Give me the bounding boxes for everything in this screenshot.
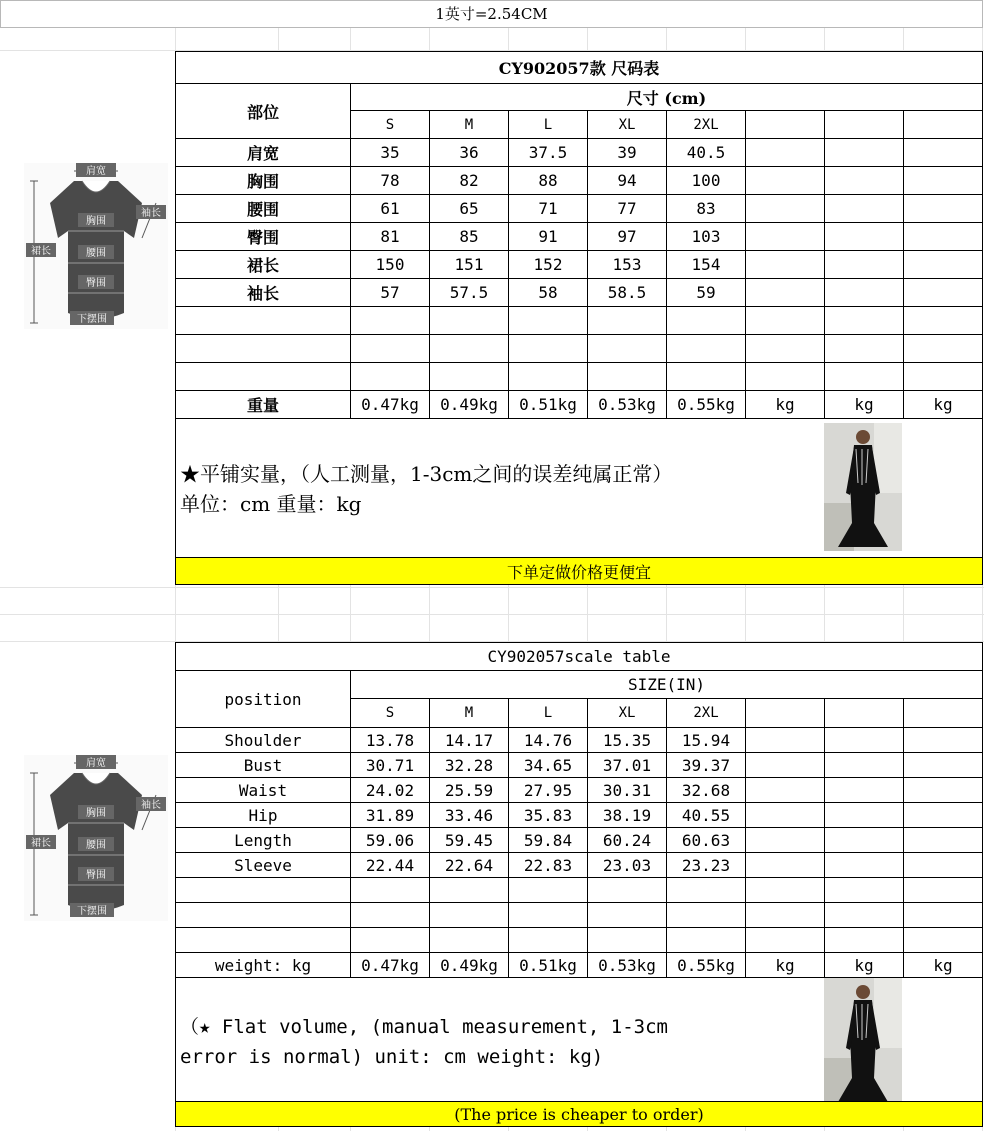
cell-value: 154 bbox=[667, 251, 746, 279]
cell-value: 13.78 bbox=[351, 728, 430, 753]
garment-diagram-cn bbox=[24, 163, 168, 329]
promo-banner: 下单定做价格更便宜 bbox=[176, 558, 983, 585]
note-line: （★ Flat volume, (manual measurement, 1-3cm bbox=[180, 1016, 668, 1038]
cell-value: 22.83 bbox=[509, 853, 588, 878]
position-header: position bbox=[176, 671, 351, 728]
weight-row bbox=[176, 953, 983, 978]
cell-value: 30.71 bbox=[351, 753, 430, 778]
diagram-label-shoulder: 肩宽 bbox=[86, 166, 106, 177]
cell-value: 152 bbox=[509, 251, 588, 279]
cell-value: 22.64 bbox=[430, 853, 509, 878]
weight-value: 0.49kg bbox=[430, 391, 509, 419]
cell-value: 31.89 bbox=[351, 803, 430, 828]
row-label: Hip bbox=[176, 803, 351, 828]
empty-row bbox=[176, 307, 983, 335]
row-label: 肩宽 bbox=[176, 139, 351, 167]
cell-value: 23.03 bbox=[588, 853, 667, 878]
weight-value: kg bbox=[904, 953, 983, 978]
cell-value: 82 bbox=[430, 167, 509, 195]
weight-value: 0.55kg bbox=[667, 391, 746, 419]
cell-value: 57 bbox=[351, 279, 430, 307]
weight-value: 0.51kg bbox=[509, 953, 588, 978]
size-header: L bbox=[509, 111, 588, 139]
diagram-label-sleeve: 袖长 bbox=[141, 208, 161, 219]
cell-value: 59.06 bbox=[351, 828, 430, 853]
table-row bbox=[176, 778, 983, 803]
cell-value: 85 bbox=[430, 223, 509, 251]
product-photo bbox=[824, 423, 902, 551]
table-row bbox=[176, 195, 983, 223]
weight-value: kg bbox=[825, 953, 904, 978]
diagram-label-length: 裙长 bbox=[31, 246, 51, 257]
diagram-label-bust: 胸围 bbox=[86, 808, 106, 819]
cell-value: 88 bbox=[509, 167, 588, 195]
measurement-note bbox=[180, 1012, 668, 1072]
note-line: error is normal) unit: cm weight: kg) bbox=[180, 1046, 604, 1068]
table-row bbox=[176, 853, 983, 878]
cell-value: 39.37 bbox=[667, 753, 746, 778]
size-header: S bbox=[351, 111, 430, 139]
row-label: Bust bbox=[176, 753, 351, 778]
position-header: 部位 bbox=[176, 84, 351, 139]
cell-value: 27.95 bbox=[509, 778, 588, 803]
diagram-label-shoulder: 肩宽 bbox=[86, 758, 106, 769]
note-cell bbox=[176, 419, 983, 558]
row-label: 胸围 bbox=[176, 167, 351, 195]
weight-label: 重量 bbox=[176, 391, 351, 419]
weight-value: kg bbox=[825, 391, 904, 419]
cell-value: 14.17 bbox=[430, 728, 509, 753]
cell-value: 61 bbox=[351, 195, 430, 223]
diagram-label-length: 裙长 bbox=[31, 838, 51, 849]
cell-value: 14.76 bbox=[509, 728, 588, 753]
size-header: L bbox=[509, 699, 588, 728]
measurement-note bbox=[180, 459, 672, 519]
product-photo bbox=[824, 978, 902, 1102]
table-row bbox=[176, 803, 983, 828]
conversion-header: 1英寸=2.54CM bbox=[0, 0, 983, 28]
cell-value: 39 bbox=[588, 139, 667, 167]
size-header: M bbox=[430, 111, 509, 139]
size-header: 2XL bbox=[667, 699, 746, 728]
weight-value: kg bbox=[746, 391, 825, 419]
weight-value: kg bbox=[746, 953, 825, 978]
size-header: S bbox=[351, 699, 430, 728]
cell-value: 97 bbox=[588, 223, 667, 251]
diagram-label-waist: 腰围 bbox=[86, 248, 106, 259]
row-label: Shoulder bbox=[176, 728, 351, 753]
empty-row bbox=[176, 363, 983, 391]
cell-value: 58 bbox=[509, 279, 588, 307]
diagram-label-hem: 下摆围 bbox=[77, 906, 107, 917]
table-row bbox=[176, 279, 983, 307]
diagram-label-hip: 臀围 bbox=[86, 870, 106, 881]
cell-value: 151 bbox=[430, 251, 509, 279]
cell-value: 23.23 bbox=[667, 853, 746, 878]
cell-value: 77 bbox=[588, 195, 667, 223]
cell-value: 40.55 bbox=[667, 803, 746, 828]
weight-value: 0.53kg bbox=[588, 391, 667, 419]
size-table-en bbox=[175, 642, 983, 1127]
cell-value: 22.44 bbox=[351, 853, 430, 878]
cell-value: 34.65 bbox=[509, 753, 588, 778]
unit-header: SIZE(IN) bbox=[351, 671, 983, 699]
cell-value: 57.5 bbox=[430, 279, 509, 307]
table-row bbox=[176, 251, 983, 279]
promo-banner: (The price is cheaper to order) bbox=[176, 1102, 983, 1127]
note-cell bbox=[176, 978, 983, 1102]
cell-value: 35 bbox=[351, 139, 430, 167]
empty-row bbox=[176, 903, 983, 928]
cell-value: 58.5 bbox=[588, 279, 667, 307]
empty-row bbox=[176, 335, 983, 363]
table-row bbox=[176, 167, 983, 195]
cell-value: 91 bbox=[509, 223, 588, 251]
cell-value: 100 bbox=[667, 167, 746, 195]
note-line: ★平铺实量，（人工测量，1-3cm之间的误差纯属正常） bbox=[180, 462, 673, 486]
table-row bbox=[176, 753, 983, 778]
weight-value: 0.47kg bbox=[351, 953, 430, 978]
cell-value: 60.63 bbox=[667, 828, 746, 853]
cell-value: 30.31 bbox=[588, 778, 667, 803]
cell-value: 59.84 bbox=[509, 828, 588, 853]
cell-value: 60.24 bbox=[588, 828, 667, 853]
cell-value: 59 bbox=[667, 279, 746, 307]
cell-value: 25.59 bbox=[430, 778, 509, 803]
size-header: M bbox=[430, 699, 509, 728]
weight-value: 0.55kg bbox=[667, 953, 746, 978]
cell-value: 38.19 bbox=[588, 803, 667, 828]
cell-value: 71 bbox=[509, 195, 588, 223]
cell-value: 103 bbox=[667, 223, 746, 251]
cell-value: 40.5 bbox=[667, 139, 746, 167]
weight-value: kg bbox=[904, 391, 983, 419]
cell-value: 33.46 bbox=[430, 803, 509, 828]
cell-value: 35.83 bbox=[509, 803, 588, 828]
size-header: XL bbox=[588, 111, 667, 139]
weight-value: 0.49kg bbox=[430, 953, 509, 978]
empty-row bbox=[176, 928, 983, 953]
dress-diagram-icon bbox=[24, 163, 168, 329]
cell-value: 24.02 bbox=[351, 778, 430, 803]
weight-value: 0.51kg bbox=[509, 391, 588, 419]
cell-value: 83 bbox=[667, 195, 746, 223]
weight-row bbox=[176, 391, 983, 419]
row-label: 袖长 bbox=[176, 279, 351, 307]
cell-value: 32.68 bbox=[667, 778, 746, 803]
table-title: CY902057款 尺码表 bbox=[176, 52, 983, 84]
cell-value: 153 bbox=[588, 251, 667, 279]
table-row bbox=[176, 139, 983, 167]
cell-value: 15.94 bbox=[667, 728, 746, 753]
table-row bbox=[176, 828, 983, 853]
dress-diagram-icon bbox=[24, 755, 168, 921]
cell-value: 37.5 bbox=[509, 139, 588, 167]
row-label: Waist bbox=[176, 778, 351, 803]
cell-value: 78 bbox=[351, 167, 430, 195]
diagram-label-hem: 下摆围 bbox=[77, 314, 107, 325]
empty-row bbox=[176, 878, 983, 903]
size-header: 2XL bbox=[667, 111, 746, 139]
table-row bbox=[176, 223, 983, 251]
cell-value: 36 bbox=[430, 139, 509, 167]
cell-value: 150 bbox=[351, 251, 430, 279]
cell-value: 32.28 bbox=[430, 753, 509, 778]
table-row bbox=[176, 728, 983, 753]
row-label: 臀围 bbox=[176, 223, 351, 251]
cell-value: 65 bbox=[430, 195, 509, 223]
row-label: Sleeve bbox=[176, 853, 351, 878]
row-label: 腰围 bbox=[176, 195, 351, 223]
diagram-label-sleeve: 袖长 bbox=[141, 800, 161, 811]
cell-value: 59.45 bbox=[430, 828, 509, 853]
diagram-label-hip: 臀围 bbox=[86, 278, 106, 289]
size-header: XL bbox=[588, 699, 667, 728]
cell-value: 94 bbox=[588, 167, 667, 195]
diagram-label-bust: 胸围 bbox=[86, 216, 106, 227]
cell-value: 37.01 bbox=[588, 753, 667, 778]
table-title: CY902057scale table bbox=[176, 643, 983, 671]
row-label: Length bbox=[176, 828, 351, 853]
weight-label: weight: kg bbox=[176, 953, 351, 978]
unit-header: 尺寸 (cm) bbox=[351, 84, 983, 111]
row-label: 裙长 bbox=[176, 251, 351, 279]
weight-value: 0.53kg bbox=[588, 953, 667, 978]
weight-value: 0.47kg bbox=[351, 391, 430, 419]
note-line: 单位：cm 重量：kg bbox=[180, 492, 362, 516]
cell-value: 15.35 bbox=[588, 728, 667, 753]
cell-value: 81 bbox=[351, 223, 430, 251]
size-table-cn bbox=[175, 51, 983, 585]
garment-diagram-en bbox=[24, 755, 168, 921]
diagram-label-waist: 腰围 bbox=[86, 840, 106, 851]
